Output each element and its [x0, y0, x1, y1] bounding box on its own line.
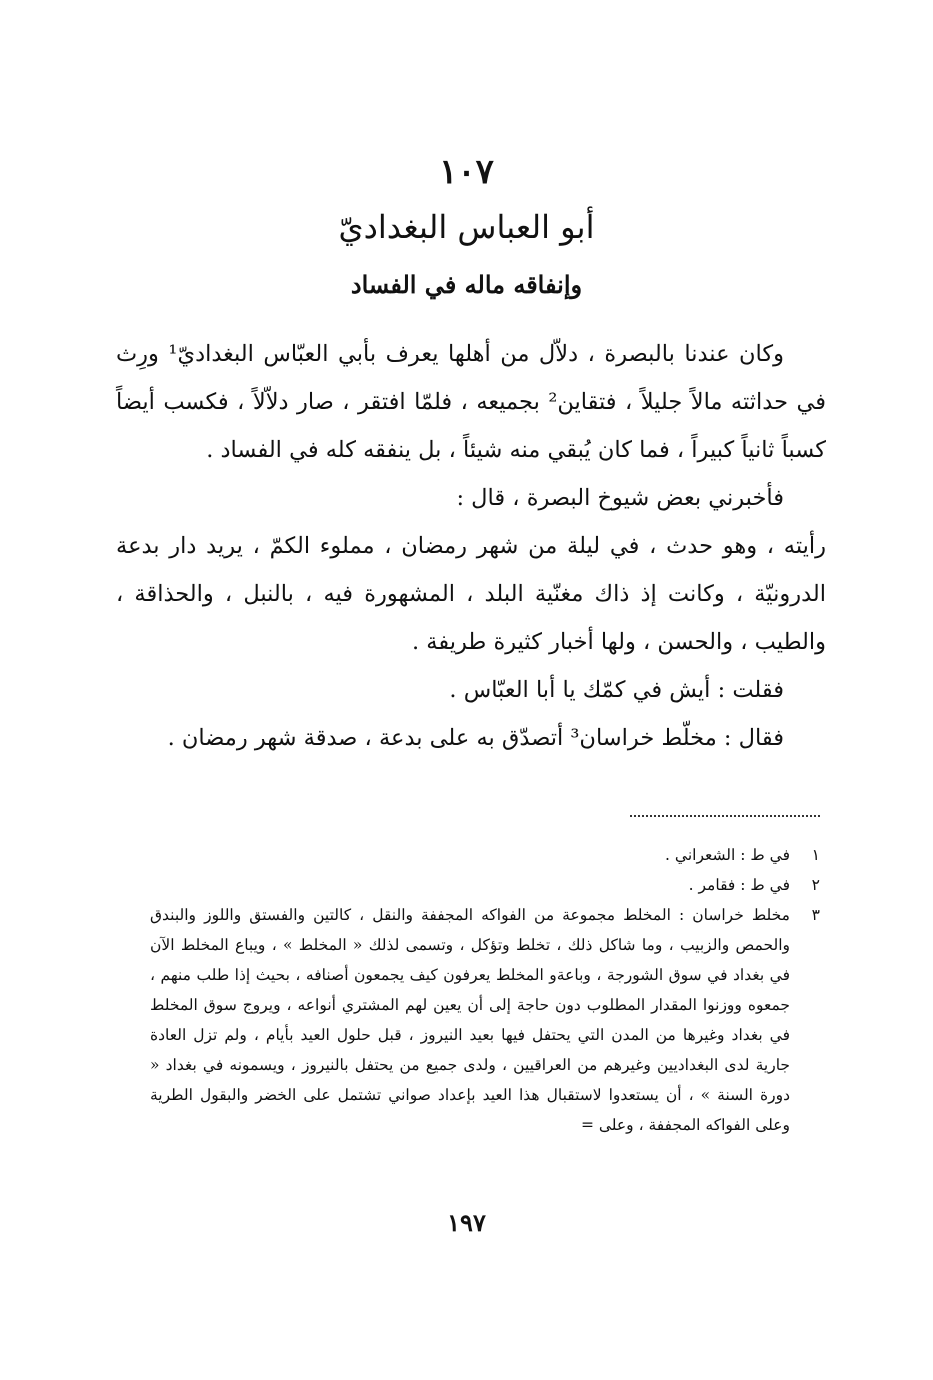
footnote: [150, 900, 820, 1140]
page-number: ١٩٧: [447, 1208, 486, 1237]
footnote-number: ٣: [811, 906, 820, 924]
footnote: [150, 840, 820, 870]
footnote-number: ١: [811, 846, 820, 864]
body-paragraph: فأخبرني بعض شيوخ البصرة ، قال :: [456, 485, 784, 511]
footnote-text: مخلط خراسان : المخلط مجموعة من الفواكه المجففة والنقل ، كالتين والفستق واللوز والبندق والحمص والزبيب ، وما شاكل ذلك ، تخلط وتؤكل ، وتسمى لذلك « المخلط » ، ويباع المخلط الآن في بغداد في سوق الشورجة ، وباعةو المخلط يعرفون كيف يجمعون أصنافه ، بحيث إذا طلب منهم ، جمعوه ووزنوا المقدار المطلوب دون حاجة إلى أن يعين لهم المشتري أنواعه ، ويروج سوق المخلط في بغداد وغيرها من المدن التي يحتفل فيها بعيد النيروز ، قبل حلول العيد بأيام ، ولم تزل العادة جارية لدى البغداديين وغيرهم من العراقيين ، ولدى جميع من يحتفل بالنيروز ، ويسمونه في بغداد « دورة السنة » ، أن يستعدوا لاستقبال هذا العيد بإعداد صواني تشتمل على الخضر والبقول الطرية وعلى الفواكه المجففة ، وعلى =: [150, 906, 790, 1134]
body-paragraph: فقلت : أيش في كمّك يا أبا العبّاس .: [449, 677, 784, 703]
story-title: أبو العباس البغداديّ: [338, 208, 595, 246]
body-paragraph: رأيته ، وهو حدث ، في ليلة من شهر رمضان ، مملوء الكمّ ، يريد دار بدعة الدرونيّة ، وكانت إذ ذاك مغنّية البلد ، المشهورة فيه ، بالنبل ، والحذاقة ، والطيب ، والحسن ، ولها أخبار كثيرة طريفة .: [116, 533, 826, 655]
story-subtitle: وإنفاقه ماله في الفساد: [350, 270, 583, 299]
footnote: [150, 870, 820, 900]
story-body: [116, 330, 826, 762]
body-paragraph: فقال : مخلّط خراسان³ أتصدّق به على بدعة ، صدقة شهر رمضان .: [167, 725, 784, 751]
footnote-text: في ط : الشعراني .: [665, 846, 790, 864]
story-number: ١٠٧: [439, 152, 494, 192]
footnote-separator: [630, 815, 820, 817]
body-paragraph: وكان عندنا بالبصرة ، دلاّل من أهلها يعرف بأبي العبّاس البغداديّ¹ ورِث في حداثته مالاً جليلاً ، فتقاين² بجميعه ، فلمّا افتقر ، صار دلاّلاً ، فكسب أيضاً كسباً ثانياً كبيراً ، فما كان يُبقي منه شيئاً ، بل ينفقه كله في الفساد .: [116, 341, 826, 463]
footnote-text: في ط : فقامر .: [688, 876, 790, 894]
footnote-number: ٢: [811, 876, 820, 894]
footnotes: [150, 840, 820, 1140]
